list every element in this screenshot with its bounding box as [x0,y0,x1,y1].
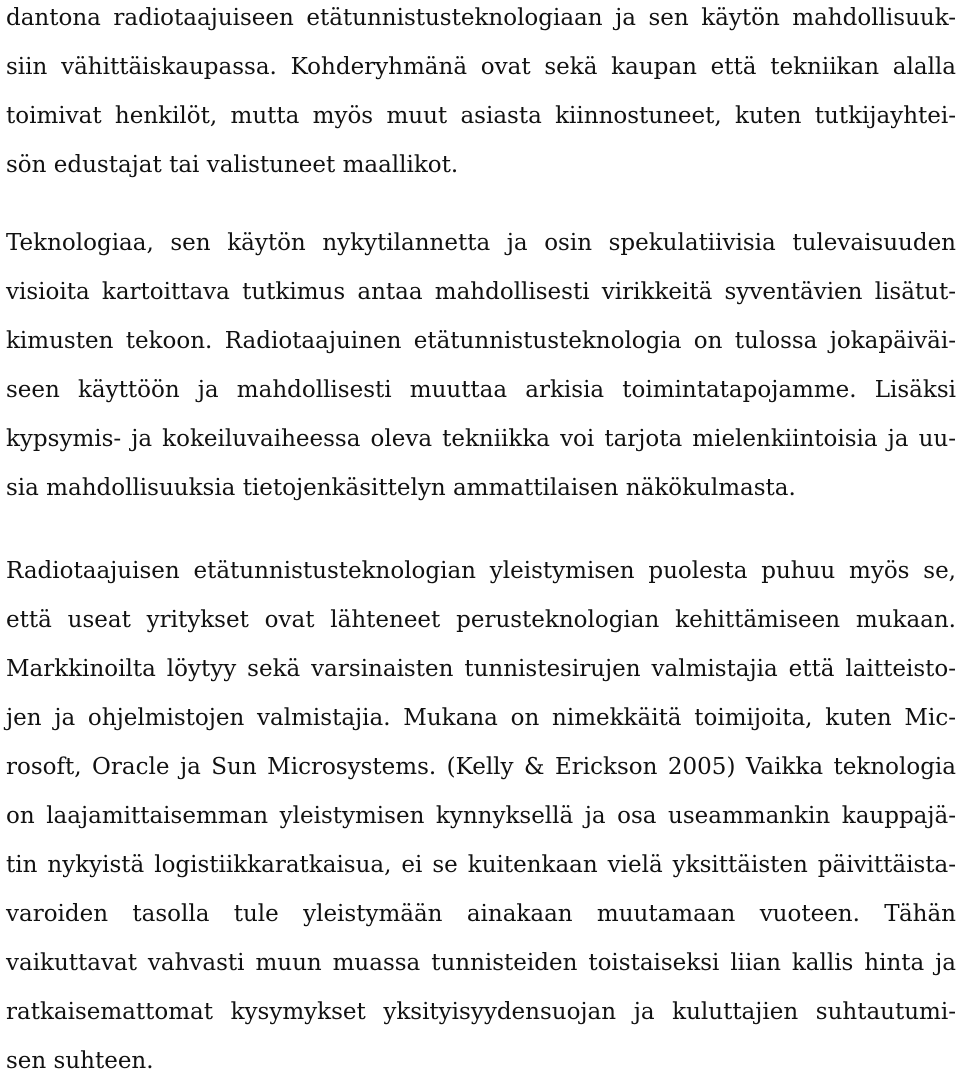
text-line: Markkinoilta löytyy sekä varsinaisten tunnistesirujen valmistajia että laitteisto- [6,656,956,682]
text-line: visioita kartoittava tutkimus antaa mahdollisesti virikkeitä syventävien lisätut- [6,279,956,305]
paragraph-2 [6,219,956,513]
text-line: dantona radiotaajuiseen etätunnistusteknologiaan ja sen käytön mahdollisuuk- [6,5,956,31]
text-line: kimusten tekoon. Radiotaajuinen etätunnistusteknologia on tulossa jokapäiväi- [6,328,956,354]
text-line: ratkaisemattomat kysymykset yksityisyydensuojan ja kuluttajien suhtautumi- [6,999,956,1025]
text-line: tin nykyistä logistiikkaratkaisua, ei se kuitenkaan vielä yksittäisten päivittäista- [6,852,956,878]
text-line: siin vähittäiskaupassa. Kohderyhmänä ovat sekä kaupan että tekniikan alalla [6,54,956,80]
text-line: Teknologiaa, sen käytön nykytilannetta ja osin spekulatiivisia tulevaisuuden [6,230,956,256]
paragraph-3 [6,547,956,1086]
paragraph-1 [6,0,956,190]
text-line: rosoft, Oracle ja Sun Microsystems. (Kelly & Erickson 2005) Vaikka teknologia [6,754,956,780]
text-line: vaikuttavat vahvasti muun muassa tunnisteiden toistaiseksi liian kallis hinta ja [6,950,956,976]
text-line: toimivat henkilöt, mutta myös muut asiasta kiinnostuneet, kuten tutkijayhtei- [6,103,956,129]
text-line: varoiden tasolla tule yleistymään ainakaan muutamaan vuoteen. Tähän [6,901,956,927]
text-line: Radiotaajuisen etätunnistusteknologian yleistymisen puolesta puhuu myös se, [6,558,956,584]
text-line: sen suhteen. [6,1048,154,1074]
text-line: että useat yritykset ovat lähteneet perusteknologian kehittämiseen mukaan. [6,607,956,633]
text-line: on laajamittaisemman yleistymisen kynnyksellä ja osa useammankin kauppajä- [6,803,956,829]
text-line: kypsymis- ja kokeiluvaiheessa oleva tekniikka voi tarjota mielenkiintoisia ja uu- [6,426,956,452]
text-line: sia mahdollisuuksia tietojenkäsittelyn ammattilaisen näkökulmasta. [6,475,796,501]
text-line: sön edustajat tai valistuneet maallikot. [6,152,459,178]
text-line: seen käyttöön ja mahdollisesti muuttaa arkisia toimintatapojamme. Lisäksi [6,377,956,403]
text-line: jen ja ohjelmistojen valmistajia. Mukana on nimekkäitä toimijoita, kuten Mic- [6,705,956,731]
